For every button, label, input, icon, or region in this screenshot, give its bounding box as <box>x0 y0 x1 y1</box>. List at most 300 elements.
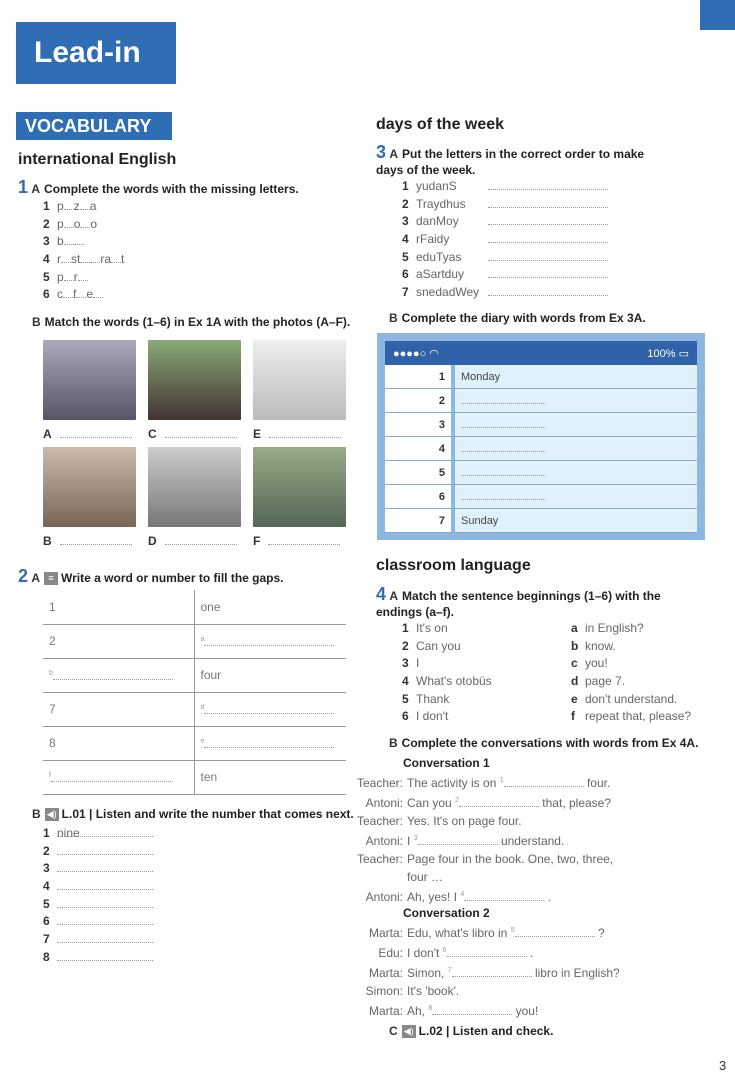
ex4c-instruction: C ◀) L.02 | Listen and check. <box>389 1024 554 1038</box>
ex2b-list <box>43 825 153 967</box>
cell-value: 8 <box>49 736 56 750</box>
answer-blank[interactable] <box>57 843 153 855</box>
line-text: understand. <box>500 834 565 848</box>
right-cell <box>194 692 346 726</box>
item-text: know. <box>585 638 616 653</box>
answer-blank[interactable] <box>488 178 608 190</box>
item-number: 2 <box>402 196 409 211</box>
cell-value: 7 <box>49 702 56 716</box>
diary-row <box>385 437 697 461</box>
heading-classroom-language: classroom language <box>376 557 531 574</box>
cell-value: 1 <box>49 599 56 614</box>
item-number: 4 <box>43 879 50 894</box>
gap-number: 6 <box>442 947 447 954</box>
ex3a-instruction: 3 A Put the letters in the correct order to make days of the week. <box>376 142 645 177</box>
list-item <box>402 638 492 656</box>
cell-value: 2 <box>49 634 56 648</box>
line-text: four. <box>586 776 611 790</box>
dialogue-line <box>348 942 620 962</box>
word-fragment: p <box>57 269 64 284</box>
answer-blank[interactable] <box>60 533 132 545</box>
phone-status-bar <box>385 341 697 365</box>
letter-blank[interactable] <box>78 269 88 281</box>
line-text: Page four in the book. One, two, three, <box>407 852 614 866</box>
item-text: in English? <box>585 621 644 635</box>
left-cell <box>43 726 194 760</box>
speaker: Teacher: <box>356 852 403 866</box>
ex4b-instruction: B Complete the conversations with words from Ex 4A. <box>389 736 699 750</box>
word-fragment: p <box>57 199 64 213</box>
answer-blank[interactable] <box>488 284 608 296</box>
answer-blank[interactable] <box>418 833 498 845</box>
letter-blank[interactable] <box>93 286 103 298</box>
word-fragment: r <box>57 252 61 267</box>
list-item <box>571 691 691 709</box>
answer-blank[interactable] <box>504 775 584 787</box>
gap-letter: e <box>200 737 205 745</box>
list-item <box>43 896 153 914</box>
ex2a-instruction: 2 A ≡ Write a word or number to fill the gaps. <box>18 566 284 586</box>
page-title: Lead-in <box>16 22 176 84</box>
item-text: I <box>416 656 420 671</box>
conversation1 <box>348 772 613 906</box>
diary-day: Monday <box>455 365 697 388</box>
table-row <box>43 726 346 760</box>
right-cell <box>194 658 346 692</box>
ex4a-instruction: 4 A Match the sentence beginnings (1–6) with the endings (a–f). <box>376 584 661 619</box>
ex3b-instruction: B Complete the diary with words from Ex 3A. <box>389 311 646 325</box>
item-letter: d <box>571 674 579 689</box>
wifi-icon: ◠ <box>429 347 439 360</box>
gap-letter: f <box>49 771 51 779</box>
answer-blank[interactable] <box>165 426 237 438</box>
item-number: 2 <box>43 216 50 231</box>
speaker: Teacher: <box>356 776 403 790</box>
letter-blank[interactable] <box>61 251 71 263</box>
list-item <box>571 638 691 656</box>
speaker: Edu: <box>378 946 403 960</box>
answer-blank[interactable] <box>461 464 546 476</box>
letter-blank[interactable] <box>76 286 86 298</box>
item-number: 1 <box>402 179 409 193</box>
worksheet-icon: ≡ <box>44 572 58 585</box>
photo-label <box>148 533 253 548</box>
line-text: you! <box>515 1004 539 1018</box>
left-cell <box>43 692 194 726</box>
item-number: 5 <box>43 896 50 911</box>
gap-letter: d <box>200 703 205 711</box>
list-item <box>402 178 608 196</box>
letter-blank[interactable] <box>80 198 90 210</box>
ex1a-list <box>43 198 124 304</box>
diary-number: 1 <box>385 365 451 388</box>
photo-label <box>253 426 358 441</box>
scrambled-word: rFaidy <box>416 232 450 247</box>
list-item <box>571 655 691 673</box>
item-text: repeat that, please? <box>585 709 692 724</box>
conversation2-title: Conversation 2 <box>403 906 490 920</box>
left-cell <box>43 624 194 658</box>
item-text: Can you <box>416 638 461 653</box>
item-text: don't understand. <box>585 691 678 706</box>
list-item <box>402 213 608 231</box>
letter-blank[interactable] <box>64 198 74 210</box>
heading-days-of-week: days of the week <box>376 116 505 133</box>
answer-blank[interactable] <box>57 896 153 908</box>
letter-blank[interactable] <box>80 216 90 228</box>
cell-value: four <box>200 668 222 682</box>
word-fragment: e <box>86 287 94 302</box>
table-row <box>43 692 346 726</box>
item-number: 7 <box>402 285 409 300</box>
diary-number: 4 <box>385 437 451 460</box>
item-number: 6 <box>43 914 50 929</box>
answer-blank[interactable]: nine <box>57 825 153 837</box>
item-text: I don't <box>416 709 449 724</box>
word-fragment: c <box>57 287 63 302</box>
line-text: Yes. It's on page four. <box>407 814 522 828</box>
item-text: Thank <box>416 691 450 706</box>
gap-number: 4 <box>460 891 465 898</box>
photo-grid <box>43 340 353 548</box>
diary-row <box>385 485 697 509</box>
answer-blank[interactable] <box>53 668 173 680</box>
scrambled-word: snedadWey <box>416 285 480 300</box>
answer-blank[interactable] <box>165 533 237 545</box>
photo-letter: E <box>253 427 262 441</box>
right-cell <box>194 590 346 624</box>
ex4a-beginnings <box>402 620 492 726</box>
photo-pizza <box>43 447 136 527</box>
left-cell <box>43 760 194 794</box>
list-item <box>43 251 124 269</box>
conversation1-title: Conversation 1 <box>403 756 490 770</box>
heading-international-english: international English <box>18 151 177 168</box>
ex1a-instruction: 1 A Complete the words with the missing letters. <box>18 177 299 197</box>
section-label: VOCABULARY <box>16 112 172 140</box>
item-number: 4 <box>402 232 409 247</box>
table-row <box>43 658 346 692</box>
dialogue-line <box>348 868 613 886</box>
answer-blank[interactable] <box>57 949 153 961</box>
item-letter: 2 <box>402 638 409 653</box>
line-text: It's 'book'. <box>407 984 460 998</box>
speaker: Marta: <box>368 1004 403 1018</box>
scrambled-word: eduTyas <box>416 249 462 264</box>
gap-number: 7 <box>447 967 452 974</box>
diary-day[interactable] <box>455 413 697 436</box>
answer-blank[interactable] <box>488 266 608 278</box>
answer-blank[interactable] <box>464 889 544 901</box>
photo-letter: A <box>43 427 52 441</box>
line-text: The activity is on <box>407 776 497 790</box>
list-item <box>43 825 153 843</box>
answer-blank[interactable] <box>51 770 171 782</box>
answer-blank[interactable] <box>452 965 532 977</box>
diary-day: Sunday <box>455 509 697 532</box>
item-letter: 4 <box>402 674 409 689</box>
answer-blank[interactable] <box>60 426 132 438</box>
signal-icon: ●●●●○ <box>393 347 427 360</box>
cell-value: one <box>200 599 221 614</box>
gap-number: 8 <box>428 1005 433 1012</box>
item-number: 6 <box>43 287 50 302</box>
word-fragment: p <box>57 216 64 231</box>
photo-label <box>43 426 148 441</box>
answer-blank[interactable] <box>461 392 546 404</box>
list-item <box>43 286 124 304</box>
letter-blank[interactable] <box>64 233 74 245</box>
line-text: Simon, <box>407 966 445 980</box>
word-fragment: a <box>89 199 97 213</box>
gap-number: 1 <box>499 777 504 784</box>
page-tab <box>700 0 735 30</box>
word-fragment: st <box>71 252 81 267</box>
answer-blank[interactable] <box>269 426 341 438</box>
list-item <box>402 708 492 726</box>
answer-blank[interactable] <box>57 913 153 925</box>
answer-blank[interactable] <box>57 931 153 943</box>
list-item <box>43 931 153 949</box>
scrambled-word: aSartduy <box>416 267 465 282</box>
answer-blank[interactable] <box>488 231 608 243</box>
list-item <box>43 269 124 287</box>
answer-blank[interactable] <box>488 213 608 225</box>
item-letter: a <box>571 621 578 635</box>
speaker: Simon: <box>365 984 403 998</box>
diary-number: 6 <box>385 485 451 508</box>
answer-blank[interactable] <box>459 795 539 807</box>
line-text: Ah, yes! I <box>407 890 458 904</box>
speaker: Marta: <box>368 926 403 940</box>
list-item <box>43 878 153 896</box>
word-fragment: r <box>73 269 78 284</box>
item-number: 3 <box>402 214 409 229</box>
right-cell <box>194 726 346 760</box>
gap-letter: a <box>200 635 205 643</box>
list-item <box>402 231 608 249</box>
phone-diary <box>377 333 705 540</box>
letter-blank[interactable] <box>74 233 84 245</box>
answer-blank[interactable] <box>204 736 334 748</box>
letter-blank[interactable] <box>111 251 121 263</box>
word-fragment: z <box>73 199 80 213</box>
photo-letter: C <box>148 427 157 441</box>
diary-row <box>385 413 697 437</box>
speaker: Antoni: <box>365 796 403 810</box>
item-text: page 7. <box>585 674 626 689</box>
gap-number: 3 <box>413 835 418 842</box>
list-item <box>571 673 691 691</box>
photo-label <box>43 533 148 548</box>
diary-row <box>385 461 697 485</box>
gap-number: 2 <box>455 797 459 804</box>
list-item <box>402 691 492 709</box>
line-text: that, please? <box>542 796 612 810</box>
line-text: libro in English? <box>534 966 620 980</box>
table-row <box>43 760 346 794</box>
item-letter: 5 <box>402 691 409 706</box>
list-item <box>402 673 492 691</box>
conversation2 <box>348 922 620 1020</box>
item-number: 2 <box>43 843 50 858</box>
item-number: 1 <box>43 199 50 213</box>
line-text: . <box>547 890 551 904</box>
answer-blank[interactable] <box>447 945 527 957</box>
photo-letter: F <box>253 534 261 548</box>
line-text: four … <box>407 870 444 884</box>
letter-blank[interactable] <box>80 251 90 263</box>
item-text: you! <box>585 656 608 671</box>
right-cell <box>194 624 346 658</box>
photo-bus <box>43 340 136 420</box>
word-fragment: t <box>121 252 125 267</box>
answer-blank[interactable] <box>268 533 340 545</box>
diary-row <box>385 389 697 413</box>
item-number: 6 <box>402 267 409 282</box>
speaker: Marta: <box>368 966 403 980</box>
ex3a-list <box>402 178 608 302</box>
list-item <box>43 198 124 216</box>
word-fragment: ra <box>100 252 112 267</box>
dialogue-line <box>348 982 620 1000</box>
line-text: I don't <box>407 946 440 960</box>
answer-blank[interactable] <box>461 488 546 500</box>
letter-blank[interactable] <box>64 216 74 228</box>
diary-number: 5 <box>385 461 451 484</box>
scrambled-word: Traydhus <box>416 196 466 211</box>
item-letter: c <box>571 656 578 671</box>
line-text: Edu, what's libro in <box>407 926 508 940</box>
item-text: It's on <box>416 621 448 635</box>
scrambled-word: danMoy <box>416 214 459 229</box>
dialogue-line <box>348 850 613 868</box>
line-text: . <box>529 946 534 960</box>
answer-blank[interactable] <box>204 702 334 714</box>
dialogue-line <box>348 792 613 812</box>
item-letter: f <box>571 709 575 724</box>
answer-blank[interactable] <box>461 416 546 428</box>
item-letter: 3 <box>402 656 409 671</box>
gap-letter: b <box>49 669 53 677</box>
item-letter: 6 <box>402 709 409 724</box>
answer-blank[interactable] <box>432 1003 512 1015</box>
list-item <box>43 216 124 234</box>
dialogue-line <box>348 772 613 792</box>
ex2b-instruction: B ◀) L.01 | Listen and write the number that comes next. <box>32 807 354 821</box>
answer-blank[interactable] <box>515 925 595 937</box>
speaker: Antoni: <box>365 890 403 904</box>
gap-number: 5 <box>510 927 515 934</box>
word-fragment: o <box>90 216 98 231</box>
ex1b-instruction: B Match the words (1–6) in Ex 1A with the photos (A–F). <box>32 315 351 329</box>
audio-icon[interactable]: ◀) <box>402 1025 416 1038</box>
photo-photo <box>253 340 346 420</box>
line-text: I <box>407 834 411 848</box>
photo-label <box>148 426 253 441</box>
diary-day[interactable] <box>455 437 697 460</box>
answer-blank[interactable] <box>57 878 153 890</box>
list-item <box>43 860 153 878</box>
battery-icon: ▭ <box>678 347 689 360</box>
list-item <box>571 708 691 726</box>
list-item <box>43 949 153 967</box>
dialogue-line <box>348 886 613 906</box>
item-letter: b <box>571 638 579 653</box>
battery-level: 100% <box>647 347 676 360</box>
letter-blank[interactable] <box>64 269 74 281</box>
word-fragment: o <box>73 216 81 231</box>
dialogue-line <box>348 962 620 982</box>
photo-letter: B <box>43 534 52 548</box>
word-fragment: f <box>73 287 77 302</box>
number-table <box>43 590 346 795</box>
item-text: What's otobüs <box>416 674 492 689</box>
item-number: 3 <box>43 234 50 249</box>
cell-value: ten <box>200 770 218 784</box>
item-letter: 1 <box>402 621 409 635</box>
line-text: Can you <box>407 796 452 810</box>
list-item <box>402 284 608 302</box>
table-row <box>43 624 346 658</box>
diary-day[interactable] <box>455 461 697 484</box>
answer-blank[interactable] <box>204 634 334 646</box>
line-text: Ah, <box>407 1004 426 1018</box>
list-item <box>402 620 492 638</box>
word-fragment: b <box>57 234 64 249</box>
letter-blank[interactable] <box>63 286 73 298</box>
dialogue-line <box>348 812 613 830</box>
answer-blank[interactable] <box>488 196 608 208</box>
speaker: Antoni: <box>365 834 403 848</box>
diary-number: 3 <box>385 413 451 436</box>
list-item <box>402 266 608 284</box>
speaker: Teacher: <box>356 814 403 828</box>
ex4a-endings <box>571 620 691 726</box>
page-number: 3 <box>719 1058 727 1073</box>
scrambled-word: yudanS <box>416 179 457 193</box>
diary-day[interactable] <box>455 389 697 412</box>
left-cell <box>43 590 194 624</box>
letter-blank[interactable] <box>90 251 100 263</box>
left-cell <box>43 658 194 692</box>
photo-park <box>253 447 346 527</box>
list-item <box>571 620 691 638</box>
answer-blank[interactable] <box>57 860 153 872</box>
item-number: 4 <box>43 252 50 267</box>
diary-number: 2 <box>385 389 451 412</box>
right-cell <box>194 760 346 794</box>
audio-icon[interactable]: ◀) <box>45 808 59 821</box>
item-number: 1 <box>43 826 50 840</box>
photo-restaurant <box>148 340 241 420</box>
diary-day[interactable] <box>455 485 697 508</box>
diary-row <box>385 509 697 533</box>
line-text: ? <box>597 926 605 940</box>
item-letter: e <box>571 691 578 706</box>
answer-blank[interactable] <box>488 249 608 261</box>
dialogue-line <box>348 922 620 942</box>
table-row <box>43 590 346 624</box>
dialogue-line <box>348 830 613 850</box>
item-number: 5 <box>43 269 50 284</box>
answer-blank[interactable] <box>461 440 546 452</box>
list-item <box>43 913 153 931</box>
photo-letter: D <box>148 534 157 548</box>
item-number: 7 <box>43 932 50 947</box>
dialogue-line <box>348 1000 620 1020</box>
photo-coffee <box>148 447 241 527</box>
